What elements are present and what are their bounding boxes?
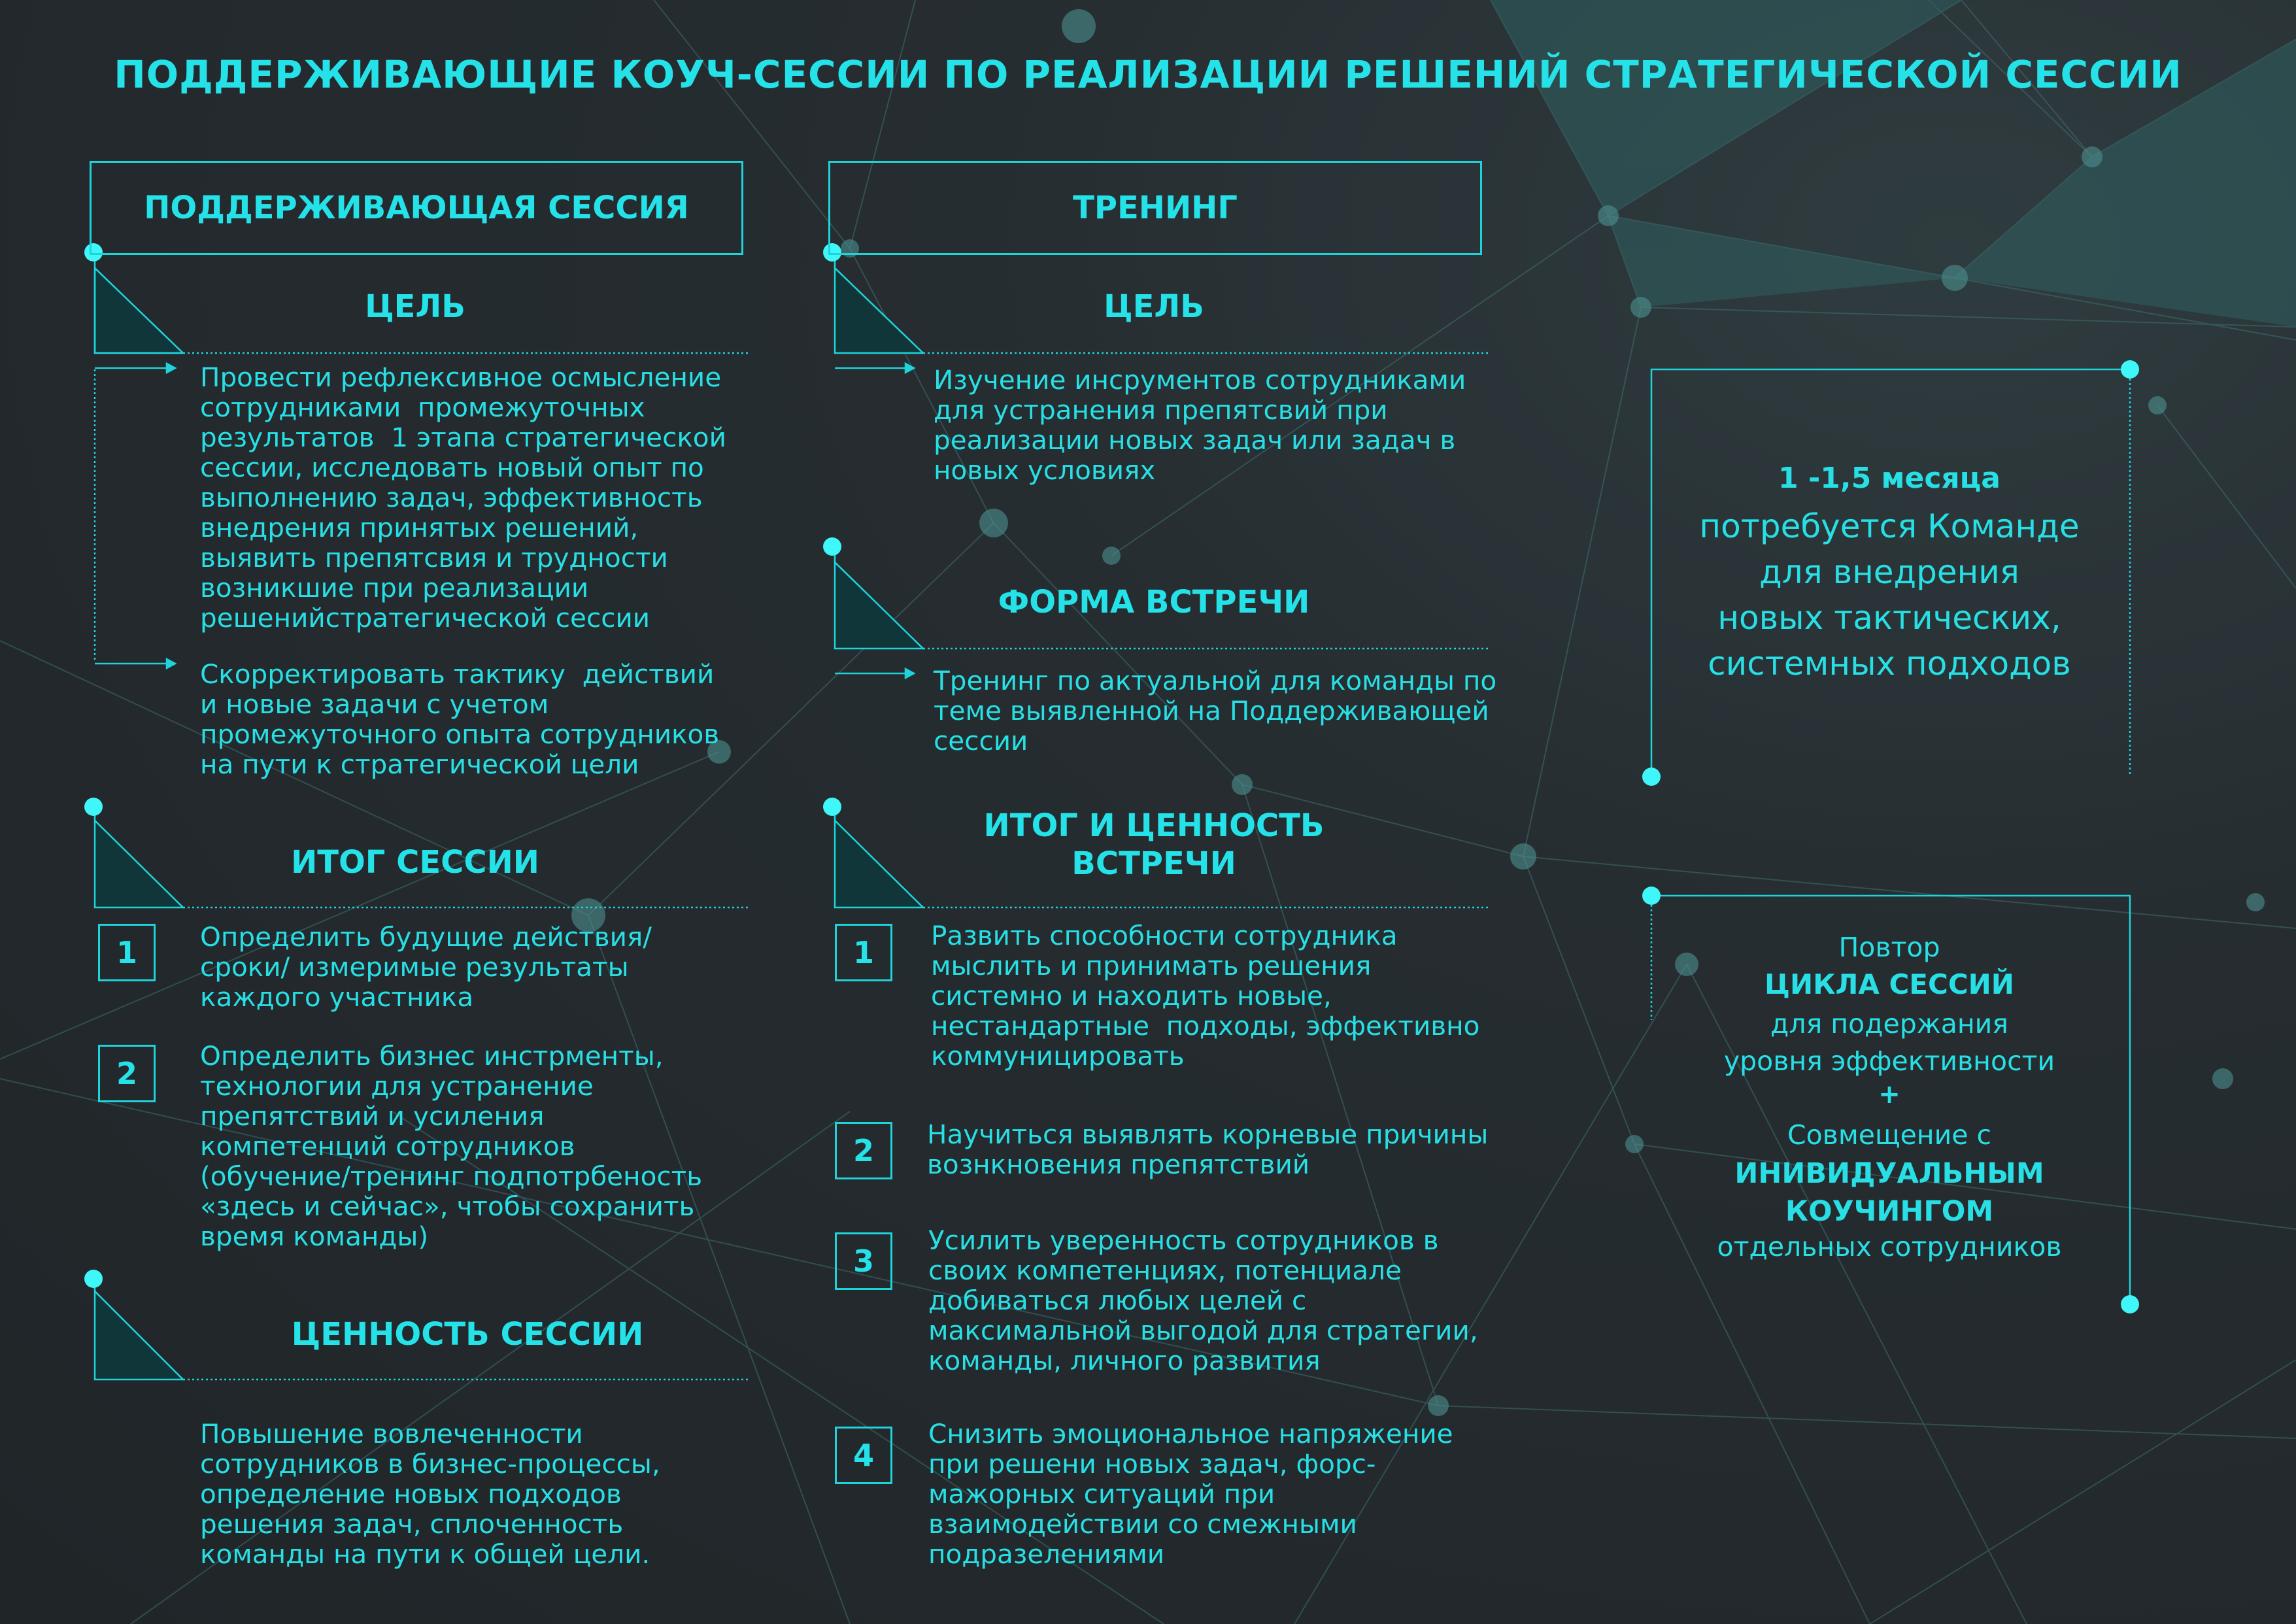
- middle-result-number-3: 3: [835, 1232, 892, 1290]
- duration-highlight: 1 -1,5 месяца: [1778, 462, 2001, 495]
- support-session-header: ПОДДЕРЖИВАЮЩАЯ СЕССИЯ: [90, 161, 743, 255]
- middle-result-number-1: 1: [835, 924, 892, 981]
- middle-result-1: Развить способности сотрудника мыслить и принимать решения системно и находить новые, нестандартные подходы, эффективно коммуницировать: [931, 920, 1480, 1072]
- left-result-2: Определить бизнес инстрменты, технологии для устранение препятствий и усиления компетенций сотрудников (обучение/тренинг подпотрбеность «здесь и сейчас», чтобы сохранить время команды): [200, 1040, 703, 1252]
- middle-result-2: Научиться выявлять корневые причины вознкновения препятствий: [927, 1119, 1489, 1180]
- left-result-1: Определить будущие действия/ сроки/ измеримые результаты каждого участника: [200, 921, 652, 1013]
- left-result-number-1: 1: [98, 924, 156, 981]
- middle-result-3: Усилить уверенность сотрудников в своих компетенциях, потенциале добиваться любых целей с максимальной выгодой для стратегии, команды, личного развития: [928, 1225, 1478, 1376]
- individual-coaching-label: ИНИВИДУАЛЬНЫМ КОУЧИНГОМ: [1734, 1157, 2044, 1228]
- cycle-sessions-label: ЦИКЛА СЕССИЙ: [1764, 968, 2014, 1000]
- combine-label: Совмещение с: [1787, 1119, 1992, 1151]
- cycle-repeat-label: Повтор: [1838, 932, 1940, 963]
- left-result-number-2: 2: [98, 1045, 156, 1102]
- individual-employees-text: отдельных сотрудников: [1717, 1231, 2062, 1262]
- meeting-form-heading: ФОРМА ВСТРЕЧИ: [998, 584, 1310, 620]
- meeting-form-text: Тренинг по актуальной для команды по теме выявленной на Поддерживающей сессии: [934, 665, 1497, 756]
- middle-goal-heading: ЦЕЛЬ: [1104, 288, 1204, 325]
- middle-result-heading: ИТОГ И ЦЕННОСТЬ ВСТРЕЧИ: [983, 807, 1325, 882]
- plus-sign: +: [1878, 1079, 1900, 1109]
- left-value-text: Повышение вовлеченности сотрудников в бизнес-процессы, определение новых подходов решения задач, сплоченность команды на пути к общей цели.: [200, 1418, 660, 1570]
- middle-result-number-4: 4: [835, 1427, 892, 1484]
- middle-goal-text: Изучение инсрументов сотрудниками для устранения препятсвий при реализации новых задач или задач в новых условиях: [934, 364, 1466, 486]
- left-goal-1: Провести рефлексивное осмысление сотрудниками промежуточных результатов 1 этапа стратегической сессии, исследовать новый опыт по выполнению задач, эффективность внедрения принятых решений, выявить препятсвия и трудности возникшие при реализации решенийстратегической сессии: [200, 362, 726, 634]
- left-result-heading: ИТОГ СЕССИИ: [291, 844, 539, 881]
- left-goal-heading: ЦЕЛЬ: [365, 288, 465, 325]
- middle-result-4: Снизить эмоциональное напряжение при решени новых задач, форс- мажорных ситуаций при взаимодействии со смежными подразелениями: [928, 1418, 1453, 1570]
- cycle-efficiency-text: для подержания уровня эффективности: [1723, 1008, 2055, 1077]
- training-header: ТРЕНИНГ: [828, 161, 1482, 255]
- left-goal-2: Скорректировать тактику действий и новые задачи с учетом промежуточного опыта сотрудников на пути к стратегической цели: [200, 658, 720, 780]
- page-title: ПОДДЕРЖИВАЮЩИЕ КОУЧ-СЕССИИ ПО РЕАЛИЗАЦИИ РЕШЕНИЙ СТРАТЕГИЧЕСКОЙ СЕССИИ: [114, 52, 2182, 97]
- middle-result-number-2: 2: [835, 1122, 892, 1179]
- left-value-heading: ЦЕННОСТЬ СЕССИИ: [291, 1316, 644, 1353]
- duration-text: потребуется Команде для внедрения новых тактических, системных подходов: [1699, 507, 2080, 683]
